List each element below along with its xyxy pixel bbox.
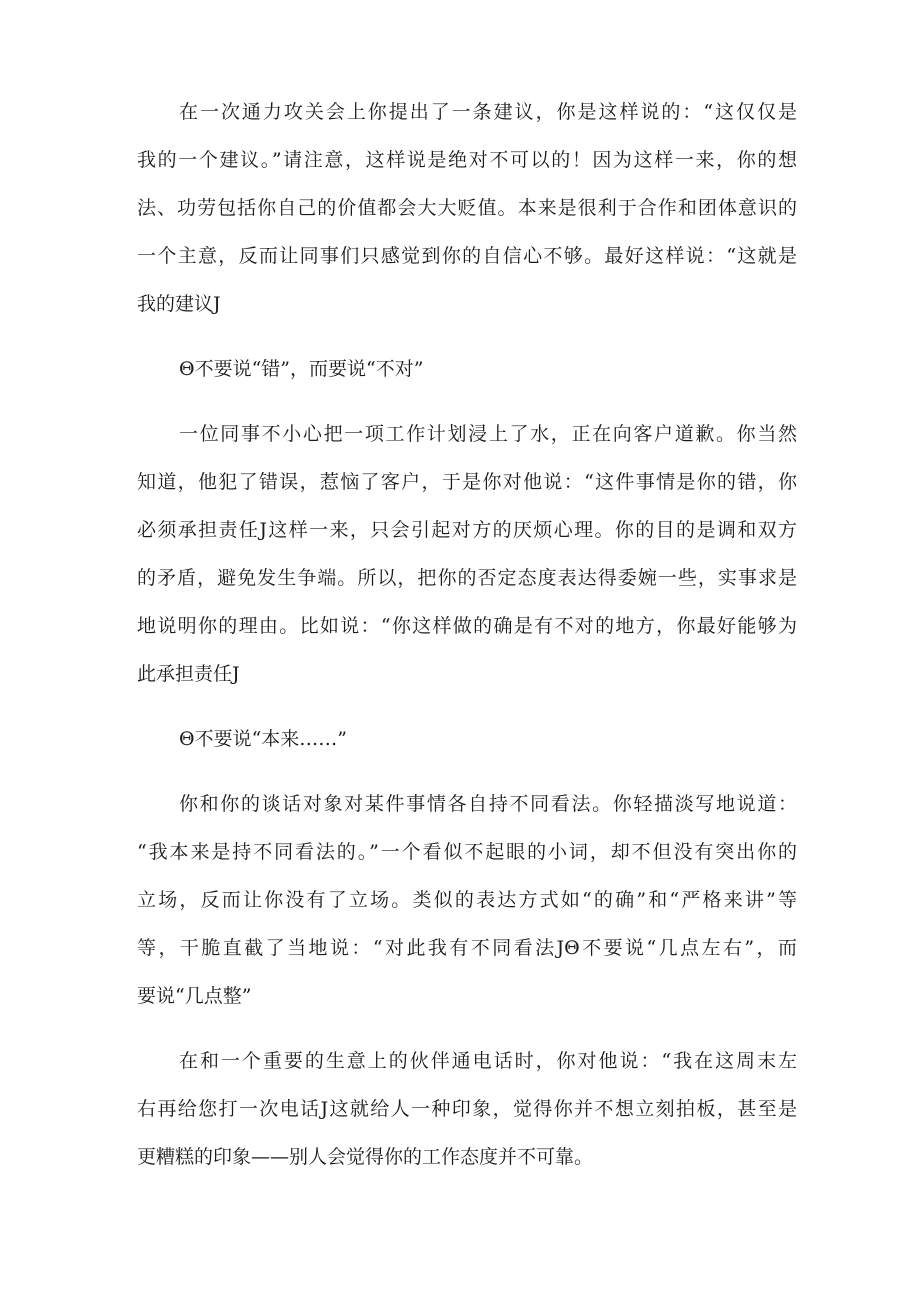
- section-heading-1: Θ不要说“错”，而要说“不对”: [179, 358, 424, 380]
- paragraph-2-line-4: 的矛盾，避免发生争端。所以，把你的否定态度表达得委婉一些，实事求是: [137, 567, 797, 589]
- paragraph-3-line-2: “我本来是持不同看法的。”一个看似不起眼的小词，却不但没有突出你的: [137, 841, 797, 863]
- paragraph-2-line-2: 知道，他犯了错误，惹恼了客户，于是你对他说：“这件事情是你的错，你: [137, 471, 797, 493]
- section-heading-2: Θ不要说“本来……”: [179, 728, 348, 750]
- paragraph-1-line-2: 我的一个建议。”请注意，这样说是绝对不可以的！因为这样一来，你的想: [137, 149, 797, 171]
- paragraph-3-line-3: 立场，反而让你没有了立场。类似的表达方式如“的确”和“严格来讲”等: [137, 889, 797, 911]
- paragraph-2-line-3: 必须承担责任J这样一来，只会引起对方的厌烦心理。你的目的是调和双方: [137, 519, 797, 541]
- paragraph-1-line-4: 一个主意，反而让同事们只感觉到你的自信心不够。最好这样说：“这就是: [137, 245, 797, 267]
- paragraph-4-line-2: 右再给您打一次电话J这就给人一种印象，觉得你并不想立刻拍板，甚至是: [137, 1098, 797, 1120]
- paragraph-3-line-4: 等，干脆直截了当地说：“对此我有不同看法JΘ不要说“几点左右”，而: [137, 937, 797, 959]
- paragraph-2-line-6: 此承担责任J: [137, 663, 240, 685]
- paragraph-3-line-5: 要说“几点整”: [137, 985, 252, 1007]
- paragraph-2-line-5: 地说明你的理由。比如说：“你这样做的确是有不对的地方，你最好能够为: [137, 615, 797, 637]
- paragraph-3-line-1: 你和你的谈话对象对某件事情各自持不同看法。你轻描淡写地说道：: [179, 793, 797, 815]
- paragraph-1-line-3: 法、功劳包括你自己的价值都会大大贬值。本来是很利于合作和团体意识的: [137, 197, 797, 219]
- paragraph-1-line-1: 在一次通力攻关会上你提出了一条建议，你是这样说的：“这仅仅是: [179, 101, 797, 123]
- paragraph-4-line-3: 更糟糕的印象——别人会觉得你的工作态度并不可靠。: [137, 1146, 594, 1168]
- paragraph-1-line-5: 我的建议J: [137, 293, 221, 315]
- paragraph-2-line-1: 一位同事不小心把一项工作计划浸上了水，正在向客户道歉。你当然: [179, 423, 797, 445]
- paragraph-4-line-1: 在和一个重要的生意上的伙伴通电话时，你对他说：“我在这周末左: [179, 1050, 797, 1072]
